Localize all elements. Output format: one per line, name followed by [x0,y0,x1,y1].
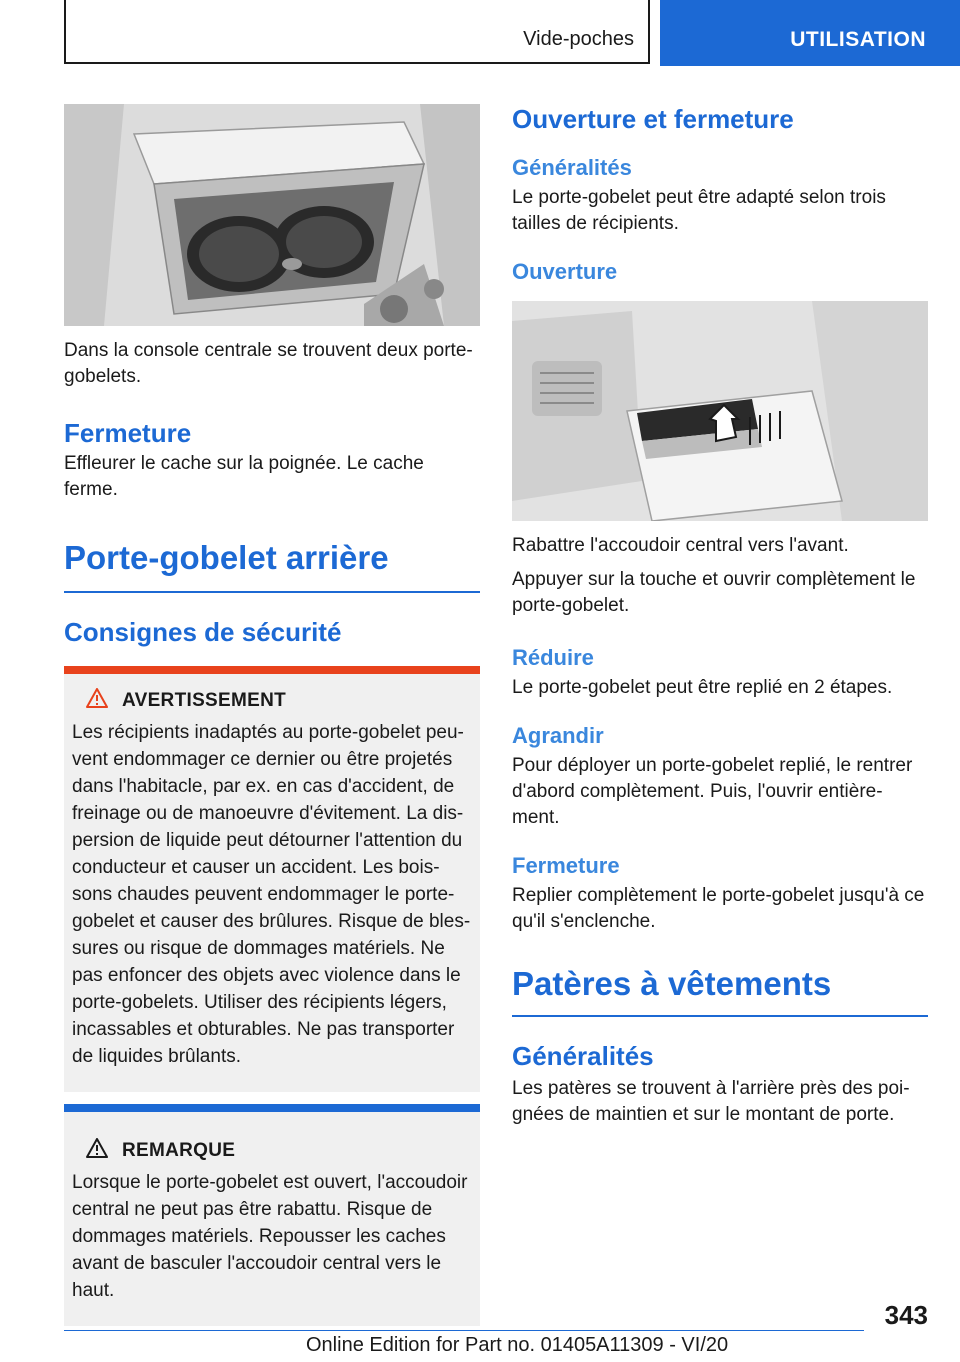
page-header [0,0,960,66]
warning-head [72,688,472,713]
fermeture2-heading: Fermeture [512,853,620,878]
notice-text: Lorsque le porte-gobelet est ouvert, l'accoudoir central ne peut pas être rabattu. Risque de dommages matériels. Repousser les caches avant de basculer l'accoudoir central vers le haut. [72,1172,468,1301]
fermeture2-text: Replier complètement le porte-gobelet jusqu'à ce qu'il s'enclenche. [512,885,925,932]
header-chapter-label: UTILISATION [790,28,926,51]
ouverture-heading: Ouverture [512,259,618,284]
notice-label: REMARQUE [122,1139,236,1161]
warning-label: AVERTISSEMENT [122,689,287,711]
warning-triangle-icon [86,688,108,713]
notice-head [72,1138,472,1163]
header-section-label: Vide-poches [523,28,634,50]
warning-callout [64,666,480,1092]
safety-heading: Consignes de sécurité [64,617,342,647]
generalites-text: Le porte-gobelet peut être adapté selon trois tailles de récipients. [512,187,886,234]
header-chapter-tab [660,0,960,66]
notice-bar [64,1104,480,1112]
cupholder-console-photo [64,104,480,326]
ouverture-text-2: Appuyer sur la touche et ouvrir complètement le porte-gobelet. [512,569,916,616]
chapter-title-pateres: Patères à vêtements [512,965,832,1002]
notice-body [64,1112,480,1326]
reduire-text: Le porte-gobelet peut être replié en 2 étapes. [512,677,893,698]
generalites2-text: Les patères se trouvent à l'arrière près des poi-gnées de maintien et sur le montant de porte. [512,1078,910,1125]
agrandir-text: Pour déployer un porte-gobelet replié, le rentrer d'abord complètement. Puis, l'ouvrir entière-ment. [512,755,913,828]
warning-bar [64,666,480,674]
left-column [64,104,480,1326]
chapter-rule [64,591,480,593]
intro-text: Dans la console centrale se trouvent deux porte-gobelets. [64,340,473,387]
warning-body [64,674,480,1092]
agrandir-heading: Agrandir [512,723,604,748]
right-column [512,104,928,1128]
notice-triangle-icon [86,1138,108,1163]
fermeture-heading: Fermeture [64,418,192,448]
page-number: 343 [884,1300,928,1330]
chapter-title-porte-gobelet: Porte-gobelet arrière [64,539,389,576]
ouverture-fermeture-heading: Ouverture et fermeture [512,104,794,134]
generalites2-heading: Généralités [512,1041,654,1071]
generalites-heading: Généralités [512,155,632,180]
reduire-heading: Réduire [512,645,594,670]
warning-text: Les récipients inadaptés au porte-gobelet peu-vent endommager ce dernier ou être projetés dans l'habitacle, par ex. en cas d'accident, de freinage ou de manoeuvre d'évitement. La dis-persion de liquide peut détourner l'attention du conducteur et causer un accident. Les bois-sons chaudes peuvent endommager le porte-gobelet et causer des brûlures. Risque de bles-sures ou risque de dommages matériels. Ne pas enfoncer des objets avec violence dans le porte-gobelets. Utiliser des récipients légers, incassables et obturables. Ne pas transporter de liquides brûlants. [72,722,471,1067]
footer-edition: Online Edition for Part no. 01405A11309 - VI/20 [306,1334,729,1356]
fermeture-text: Effleurer le cache sur la poignée. Le cache ferme. [64,453,424,500]
chapter-rule-2 [512,1015,928,1017]
ouverture-text-1: Rabattre l'accoudoir central vers l'avant. [512,535,849,556]
notice-callout [64,1104,480,1326]
footer-rule [64,1330,864,1331]
header-section-tab [64,0,650,64]
armrest-photo [512,301,928,521]
